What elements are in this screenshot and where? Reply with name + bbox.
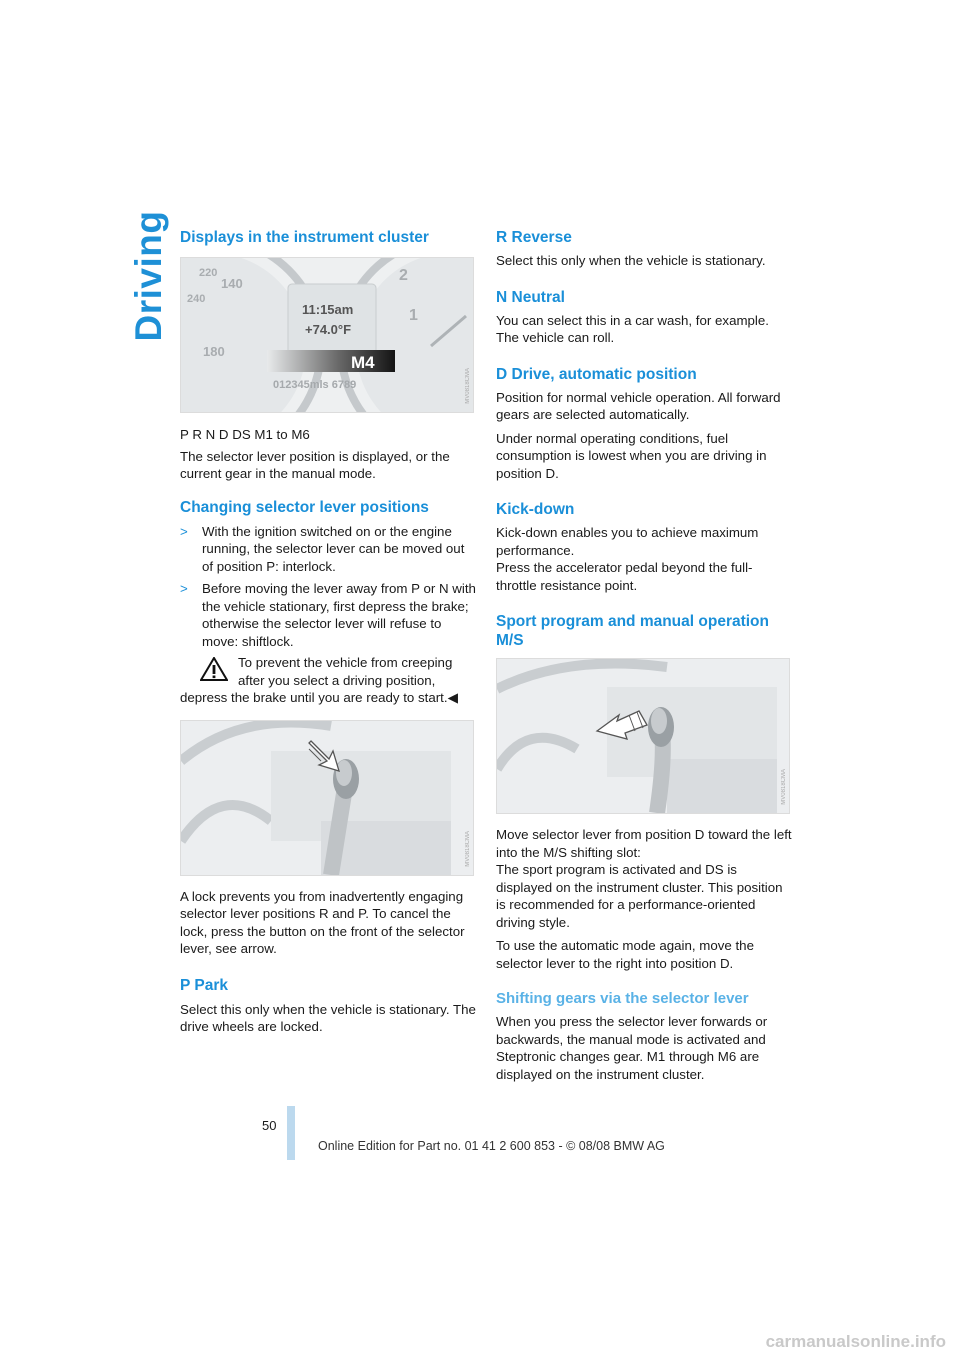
cluster-speed-180: 180 xyxy=(203,344,225,359)
heading-reverse: R Reverse xyxy=(496,229,572,246)
drive-text-2: Under normal operating conditions, fuel consumption is lowest when you are driving in position D. xyxy=(496,430,767,481)
heading-park: P Park xyxy=(180,976,228,994)
sport-mode-illustration xyxy=(497,659,789,813)
instrument-cluster-illustration xyxy=(181,258,473,412)
cluster-odometer: 012345mls 6789 xyxy=(273,379,357,391)
sport-text-3: To use the automatic mode again, move the selector lever to the right into position D. xyxy=(496,938,754,971)
heading-neutral: N Neutral xyxy=(496,288,565,306)
heading-changing: Changing selector lever positions xyxy=(180,498,429,516)
heading-kickdown: Kick-down xyxy=(496,501,575,518)
footer-bar xyxy=(287,1106,295,1160)
warning-text-line1: To prevent the vehicle from creeping xyxy=(238,655,453,670)
kickdown-text-2: Press the accelerator pedal beyond the full-throttle resistance point. xyxy=(496,560,753,593)
cluster-rpm-2: 2 xyxy=(399,267,408,284)
watermark: carmanualsonline.info xyxy=(765,1332,946,1351)
page-number: 50 xyxy=(262,1118,277,1133)
end-mark: ◀ xyxy=(447,690,458,705)
kickdown-text-1: Kick-down enables you to achieve maximum performance. xyxy=(496,525,759,558)
heading-drive: D Drive, automatic position xyxy=(496,365,697,383)
reverse-text: Select this only when the vehicle is stationary. xyxy=(496,253,766,268)
heading-displays: Displays in the instrument cluster xyxy=(180,229,429,246)
cluster-time: 11:15am xyxy=(302,302,354,317)
positions-text: P R N D DS M1 to M6 xyxy=(180,427,310,442)
cluster-speed-240: 240 xyxy=(187,293,206,305)
bullet-item: > Before moving the lever away from P or N with the vehicle stationary, first depress the brake; otherwise the selector lever will refuse to move: shiftlock. xyxy=(180,581,476,649)
left-column xyxy=(180,228,476,1036)
warning-text-rest: depress the brake until you are ready to start. xyxy=(180,690,448,705)
figure-code: MV0818CMA xyxy=(465,368,471,404)
selector-display-text: The selector lever position is displayed, or the current gear in the manual mode. xyxy=(180,448,450,481)
warning-triangle-icon xyxy=(200,657,228,681)
selector-lever-figure xyxy=(180,720,474,876)
neutral-text: You can select this in a car wash, for example. The vehicle can roll. xyxy=(496,312,769,345)
park-text: Select this only when the vehicle is stationary. The drive wheels are locked. xyxy=(180,1001,476,1034)
lock-text: A lock prevents you from inadvertently engaging selector lever positions R and P. To cancel the lock, press the button on the front of the selector lever, see arrow. xyxy=(180,888,465,956)
selector-lever-illustration xyxy=(181,721,473,875)
instrument-cluster-figure xyxy=(180,257,474,413)
warning-text-line2: after you select a driving position, xyxy=(238,672,436,688)
footer-text: Online Edition for Part no. 01 41 2 600 853 - © 08/08 BMW AG xyxy=(318,1139,665,1153)
sport-text-1: Move selector lever from position D toward the left into the M/S shifting slot: xyxy=(496,827,792,860)
drive-text-1: Position for normal vehicle operation. All forward gears are selected automatically. xyxy=(496,389,781,422)
figure-code: MV0818CMA xyxy=(781,769,787,805)
heading-shifting: Shifting gears via the selector lever xyxy=(496,990,749,1007)
cluster-speed-140: 140 xyxy=(221,276,243,291)
warning-note xyxy=(180,654,476,707)
bullet-item: > With the ignition switched on or the engine running, the selector lever can be moved out of position P: interlock. xyxy=(180,523,465,574)
cluster-gear: M4 xyxy=(351,353,375,372)
section-title: Driving xyxy=(128,210,169,342)
cluster-temp: +74.0°F xyxy=(305,322,352,337)
figure-code: MV0818CMA xyxy=(465,830,471,867)
cluster-speed-220: 220 xyxy=(199,267,218,279)
shifting-text: When you press the selector lever forwards or backwards, the manual mode is activated and Steptronic changes gear. M1 through M6 are displayed on the instrument cluster. xyxy=(496,1014,768,1082)
sport-mode-figure xyxy=(496,658,790,814)
right-column xyxy=(496,228,792,1083)
heading-sport: Sport program and manual operation M/S xyxy=(496,613,769,649)
cluster-rpm-1: 1 xyxy=(409,307,418,324)
sport-text-2: The sport program is activated and DS is displayed on the instrument cluster. This position is recommended for a performance-oriented driving style. xyxy=(496,862,783,930)
